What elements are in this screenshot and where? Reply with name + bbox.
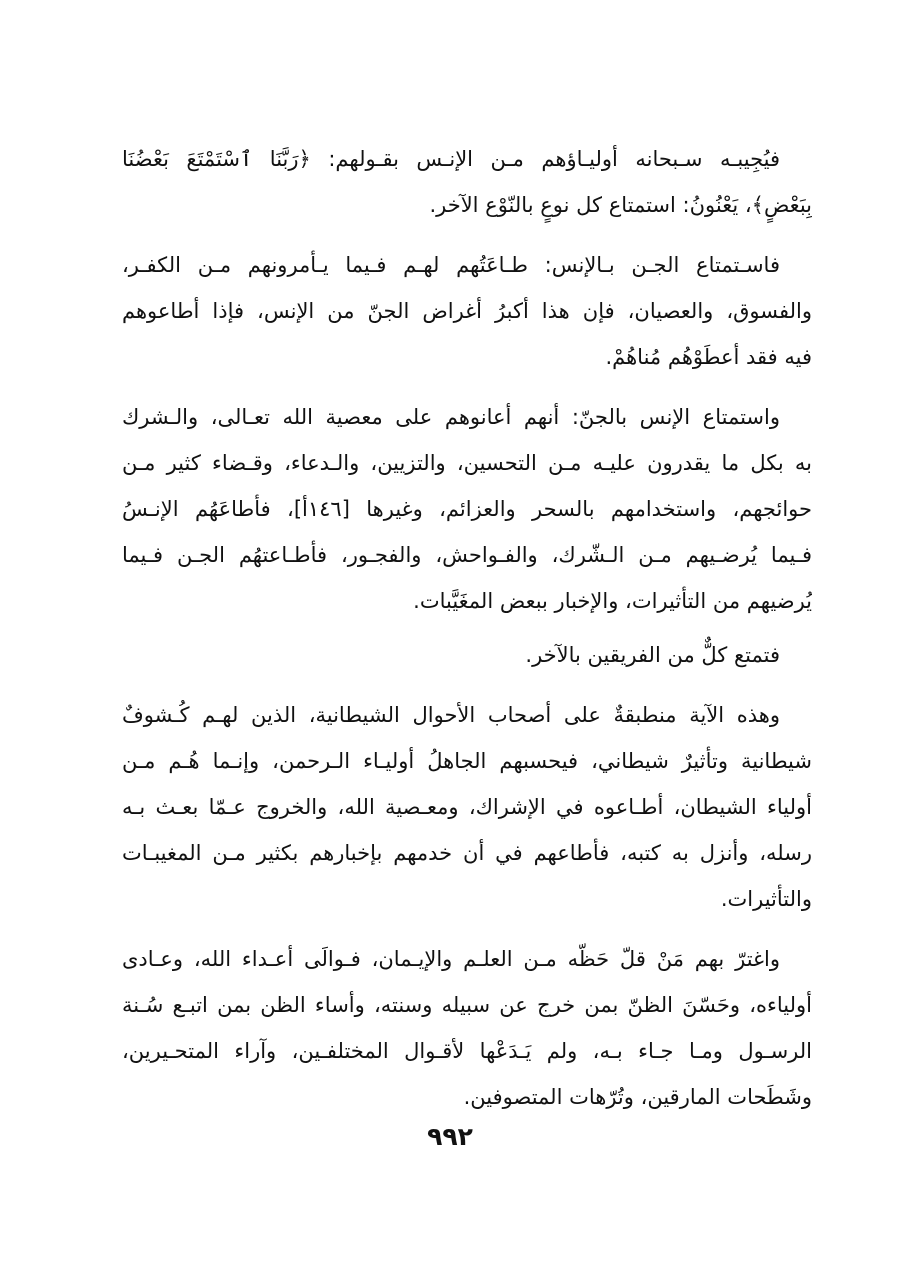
text-line: الرسـول ومـا جـاء بـه، ولم يَـدَعْها لأقـوال المختلفـين، وآراء المتحـيرين، [122,1039,812,1063]
paragraph-1 [122,136,812,228]
text-line: أولياء الشيطان، أطـاعوه في الإشراك، ومعـصية الله، والخروج عـمّا بعـث بـه [122,795,812,819]
text-line: واغترّ بهم مَنْ قلّ حَظّه مـن العلـم والإيـمان، فـوالَى أعـداء الله، وعـادى [122,947,780,971]
text-line: والفسوق، والعصيان، فإن هذا أكبرُ أغراض الجنّ من الإنس، فإذا أطاعوهم [122,299,812,323]
text-line: يُرضيهم من التأثيرات، والإخبار ببعض المغَيَّبات. [413,589,812,613]
text-line: به بكل ما يقدرون عليـه مـن التحسين، والتزيين، والـدعاء، وقـضاء كثير مـن [122,451,812,475]
text-line: رسله، وأنزل به كتبه، فأطاعهم في أن خدمهم بإخبارهم بكثير مـن المغيبـات [122,841,812,865]
body-text [122,136,812,1120]
text-line: فيه فقد أعطَوْهُم مُناهُمْ. [605,345,812,369]
text-line: شيطانية وتأثيرٌ شيطاني، فيحسبهم الجاهلُ أوليـاء الـرحمن، وإنـما هُـم مـن [122,749,812,773]
text-line: فيُجِيبـه سـبحانه أوليـاؤهم مـن الإنـس بقـولهم: ﴿رَبَّنَا ٱسْتَمْتَعَ بَعْضُنَا [122,147,780,171]
paragraph-6 [122,936,812,1120]
paragraph-5 [122,692,812,922]
text-line: والتأثيرات. [720,887,812,911]
text-line: حوائجهم، واستخدامهم بالسحر والعزائم، وغيرها [١٤٦أ]، فأطاعَهُم الإنـسُ [122,497,812,521]
text-line: أولياءه، وحَسّنَ الظنّ بمن خرج عن سبيله وسنته، وأساء الظن بمن اتبـع سُـنة [122,993,812,1017]
paragraph-4 [122,632,812,678]
text-line: وهذه الآية منطبقةٌ على أصحاب الأحوال الشيطانية، الذين لهـم كُـشوفٌ [122,703,780,727]
text-line: واستمتاع الإنس بالجنّ: أنهم أعانوهم على معصية الله تعـالى، والـشرك [122,405,780,429]
text-line: فاسـتمتاع الجـن بـالإنس: طـاعَتُهم لهـم فـيما يـأمرونهم مـن الكفـر، [122,253,780,277]
text-line: بِبَعْضٍ﴾، يَعْنُونُ: استمتاع كل نوعٍ بالنّوْع الآخر. [429,193,812,217]
paragraph-3 [122,394,812,624]
paragraph-2 [122,242,812,380]
page-number: ٩٩٢ [427,1122,473,1151]
text-line: وشَطَحات المارقين، وتُرّهات المتصوفين. [463,1085,812,1109]
text-line: فتمتع كلٌّ من الفريقين بالآخر. [525,643,780,667]
text-line: فـيما يُرضـيهم مـن الـشّرك، والفـواحش، والفجـور، فأطـاعتهُم الجـن فـيما [122,543,812,567]
